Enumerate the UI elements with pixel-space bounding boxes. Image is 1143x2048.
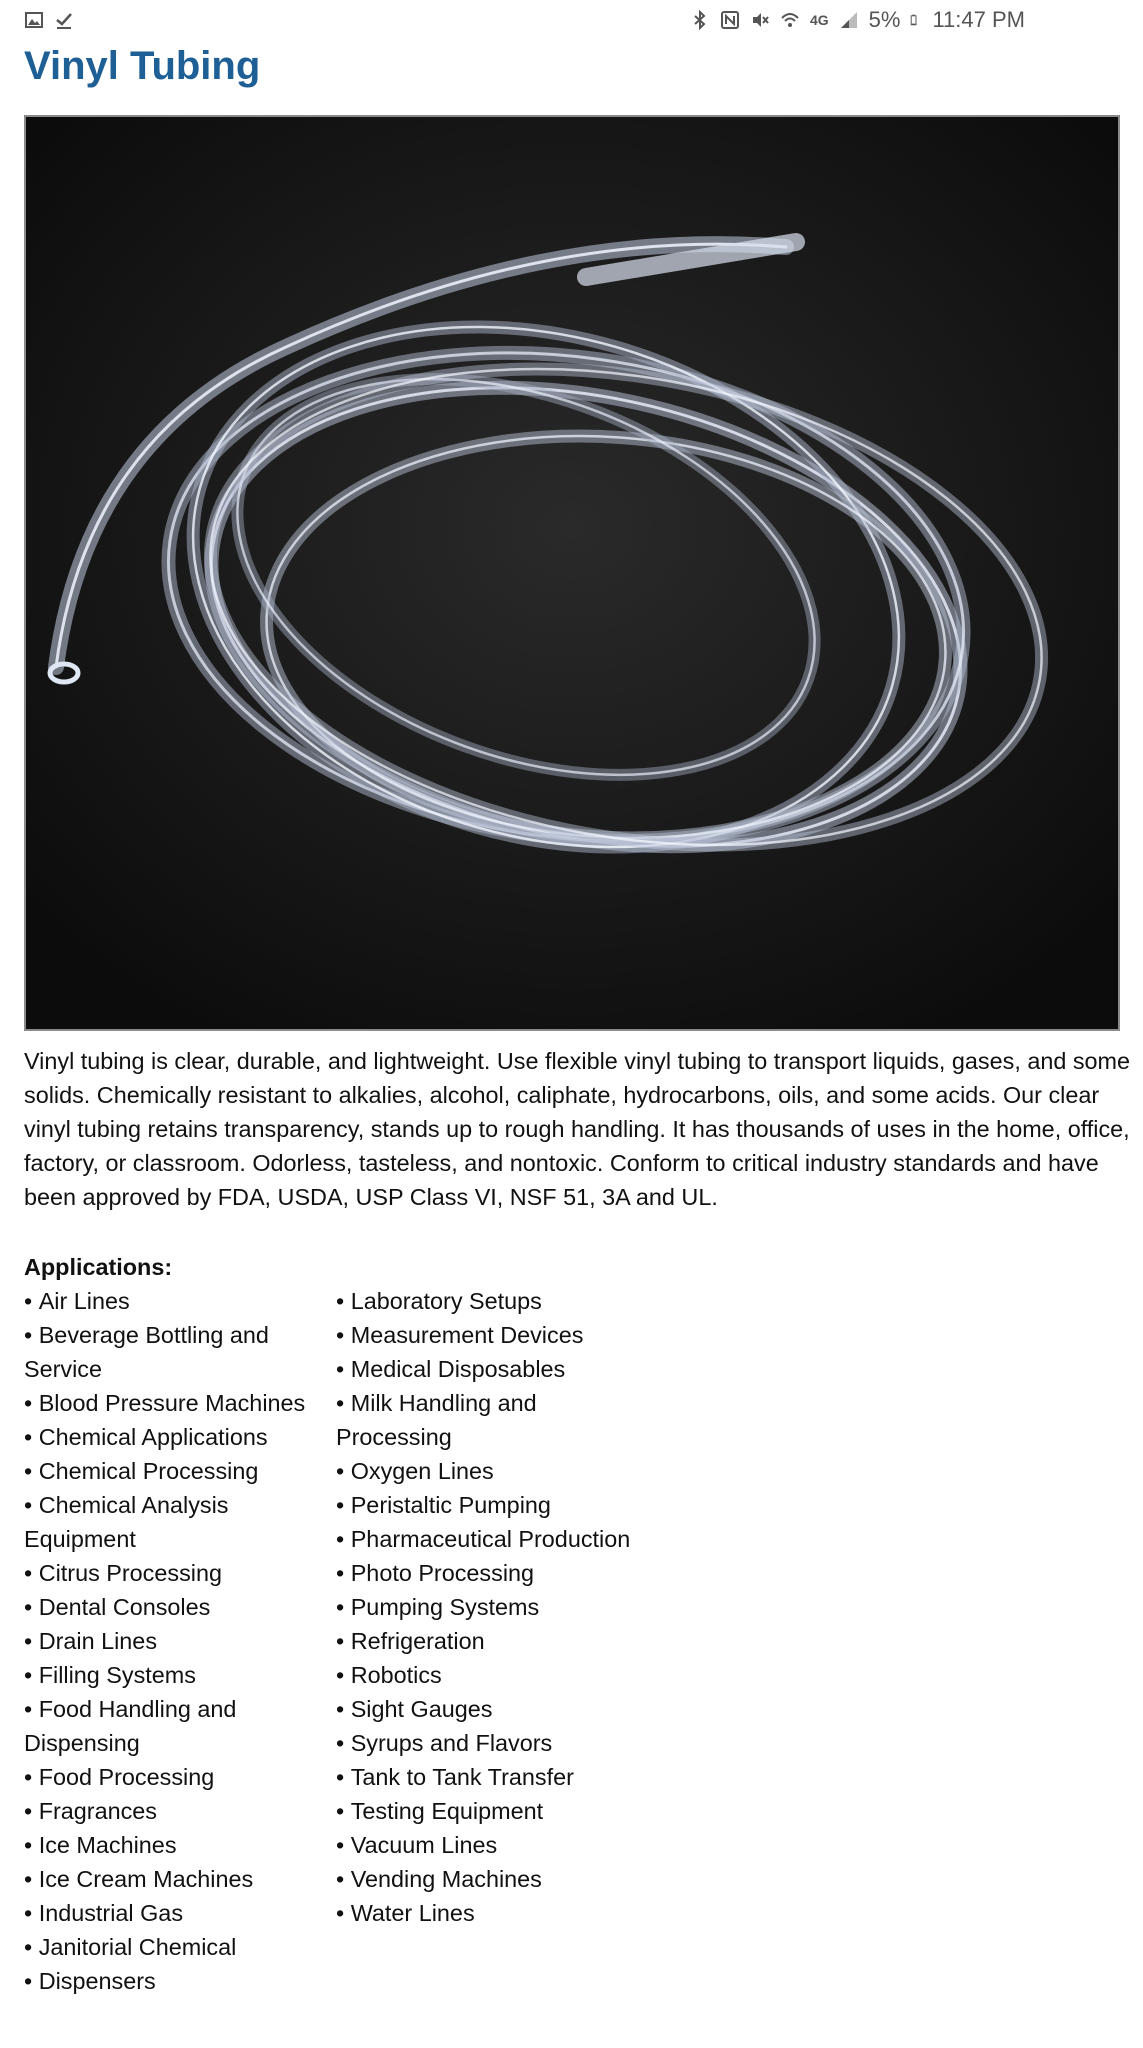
list-item: • Food Handling and Dispensing [24,1692,329,1760]
image-icon [24,10,44,30]
list-item: • Chemical Applications [24,1420,329,1454]
network-4g-label: 4G [809,12,829,28]
list-item: • Janitorial Chemical [24,1930,329,1964]
status-right [690,7,1025,33]
list-item: • Sight Gauges [336,1692,641,1726]
list-item: • Filling Systems [24,1658,329,1692]
list-item: • Citrus Processing [24,1556,329,1590]
vinyl-tubing-illustration [26,117,1118,1029]
clock: 11:47 PM [932,7,1025,32]
list-item: • Air Lines [24,1284,329,1318]
signal-icon [839,10,859,30]
list-item: • Peristaltic Pumping [336,1488,641,1522]
list-item: • Photo Processing [336,1556,641,1590]
list-item: • Medical Disposables [336,1352,641,1386]
product-description: Vinyl tubing is clear, durable, and lightweight. Use flexible vinyl tubing to transport liquids, gases, and some solids. Chemically resistant to alkalies, alcohol, caliphate, hydrocarbons, oils, and some acids. Our clear vinyl tubing retains transparency, stands up to rough handling. It has thousands of uses in the home, office, factory, or classroom. Odorless, tasteless, and nontoxic. Conform to critical industry standards and have been approved by FDA, USDA, USP Class VI, NSF 51, 3A and UL. [24,1048,1131,1210]
list-item: • Milk Handling and Processing [336,1386,641,1454]
list-item: • Laboratory Setups [336,1284,641,1318]
battery-percent: 5% [868,7,901,32]
applications-heading: Applications: [24,1254,173,1280]
list-item: • Ice Machines [24,1828,329,1862]
list-item: • Drain Lines [24,1624,329,1658]
list-item: • Vacuum Lines [336,1828,641,1862]
list-item: • Beverage Bottling and Service [24,1318,329,1386]
list-item: • Blood Pressure Machines [24,1386,329,1420]
list-item: • Dental Consoles [24,1590,329,1624]
list-item: • Syrups and Flavors [336,1726,641,1760]
list-item: • Pumping Systems [336,1590,641,1624]
check-icon [54,10,74,30]
battery-icon [910,10,922,30]
mute-icon [750,10,770,30]
list-item: • Pharmaceutical Production [336,1522,641,1556]
bluetooth-icon [690,10,710,30]
applications-list-right [336,1284,641,1930]
status-bar [0,0,1143,40]
nfc-icon [720,10,740,30]
list-item: • Food Processing [24,1760,329,1794]
list-item: • Robotics [336,1658,641,1692]
list-item: • Ice Cream Machines [24,1862,329,1896]
list-item: • Water Lines [336,1896,641,1930]
list-item: • Testing Equipment [336,1794,641,1828]
product-image [24,115,1120,1031]
list-item: • Measurement Devices [336,1318,641,1352]
list-item: • Oxygen Lines [336,1454,641,1488]
list-item: • Chemical Analysis Equipment [24,1488,329,1556]
list-item: • Refrigeration [336,1624,641,1658]
list-item: • Fragrances [24,1794,329,1828]
page-title: Vinyl Tubing [24,44,261,88]
applications-list-left [24,1284,329,1998]
status-left [24,10,74,30]
list-item: • Dispensers [24,1964,329,1998]
list-item: • Industrial Gas [24,1896,329,1930]
list-item: • Chemical Processing [24,1454,329,1488]
list-item: • Tank to Tank Transfer [336,1760,641,1794]
list-item: • Vending Machines [336,1862,641,1896]
wifi-icon [780,10,800,30]
